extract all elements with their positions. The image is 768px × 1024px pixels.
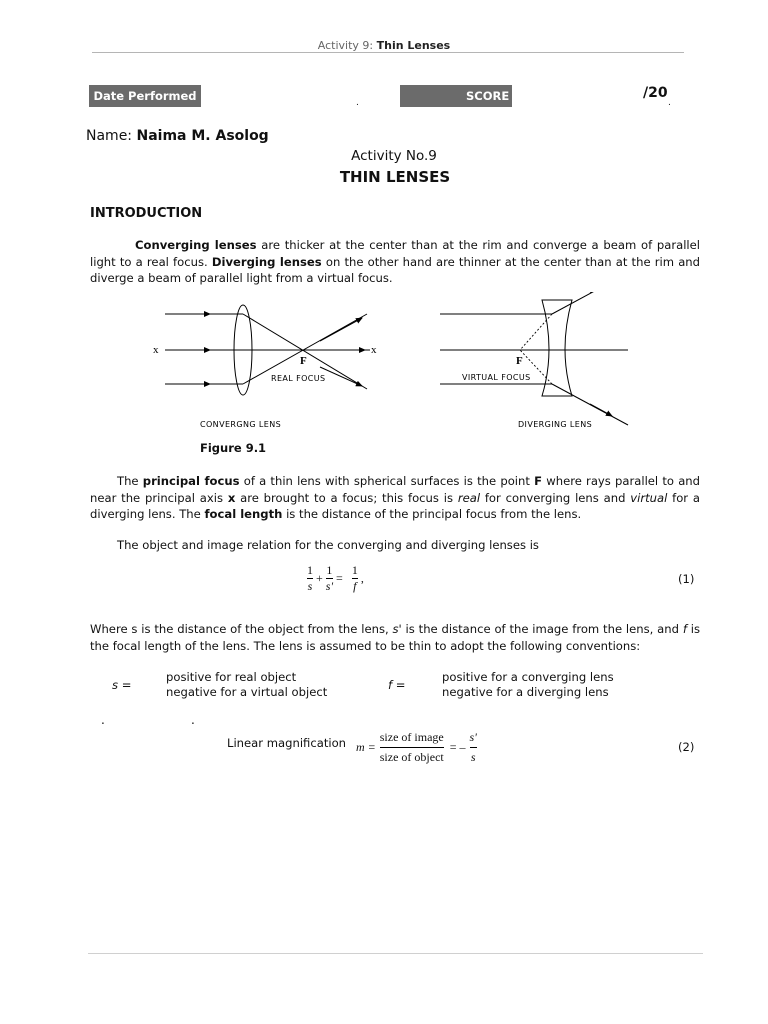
stray-dot-2: . — [191, 713, 195, 727]
name-label: Name: — [86, 128, 133, 144]
f-positive: positive for a converging lens — [442, 670, 614, 684]
symbol-x: x — [227, 490, 236, 505]
axis-x-right: x — [371, 344, 377, 356]
stray-dot-1: . — [101, 713, 105, 727]
word-real: real — [457, 490, 481, 505]
word-virtual: virtual — [630, 490, 668, 505]
s-positive: positive for real object — [166, 670, 297, 684]
s-negative: negative for a virtual object — [166, 685, 328, 699]
running-header — [0, 39, 768, 52]
real-focus-f: F — [300, 355, 307, 367]
introduction-heading: INTRODUCTION — [90, 206, 203, 221]
p2-t9: for converging lens and — [480, 490, 631, 505]
eq1-d3: f — [353, 579, 357, 593]
eq2-denominator: size of object — [379, 750, 444, 764]
eq2-numerator: size of image — [379, 730, 444, 744]
s-convention-label — [112, 678, 131, 693]
virtual-focus-f: F — [516, 355, 523, 367]
eq1-n3: 1 — [351, 563, 358, 577]
term-principal-focus: principal focus — [142, 474, 240, 488]
p2-t7: are brought to a focus; this focus is — [235, 490, 458, 505]
linear-magnification-label: Linear magnification — [227, 736, 347, 750]
symbol-f: F — [534, 474, 543, 488]
f-convention-label — [388, 678, 405, 693]
date-performed-label: Date Performed — [93, 89, 197, 103]
variables-paragraph — [90, 621, 700, 654]
term-focal-length: focal length — [204, 507, 283, 521]
figure-caption: Figure 9.1 — [200, 441, 267, 455]
real-focus-label: REAL FOCUS — [271, 374, 326, 383]
diverging-lens-diagram — [440, 292, 628, 429]
activity-title: THIN LENSES — [339, 168, 451, 186]
f-negative: negative for a diverging lens — [442, 685, 609, 699]
principal-focus-paragraph — [90, 473, 700, 523]
eq1-frac-1 — [307, 563, 313, 594]
p2-t11: for a diverging lens. The — [90, 490, 700, 521]
intro-text-1: are thicker at the center than at the rim and converge a beam of parallel light to a real focus. — [90, 238, 701, 269]
eq1-frac-2 — [326, 563, 333, 594]
eq2-m: m = — [356, 740, 376, 754]
header-rule — [92, 52, 684, 53]
footer-rule — [88, 953, 703, 954]
p2-t5: where rays parallel to and near the principal axis — [90, 474, 701, 505]
eq2-frac-main — [380, 728, 444, 767]
eq1-d2: s' — [325, 579, 334, 593]
f-label: f = — [388, 678, 406, 692]
eq1-frac-3 — [352, 563, 358, 594]
symbol-f-italic: f — [682, 622, 687, 636]
activity-number: Activity No.9 — [351, 148, 437, 164]
p4-t3: is the distance of the image from the lens, and — [401, 622, 683, 636]
score-box — [400, 85, 512, 107]
student-name — [86, 128, 269, 144]
eq1-equals: = — [336, 571, 343, 585]
converging-lens-label: CONVERGNG LENS — [200, 420, 282, 429]
f-convention-values — [442, 670, 614, 700]
eq2-equals-minus: = – — [449, 740, 466, 754]
header-prefix: Activity 9: — [317, 39, 374, 52]
date-dot: . — [356, 98, 359, 108]
eq2-frac-s — [470, 728, 477, 767]
equation-1-number: (1) — [678, 572, 695, 586]
virtual-focus-label: VIRTUAL FOCUS — [462, 373, 531, 382]
p2-t1: The — [117, 474, 143, 488]
score-total: /20 — [643, 85, 668, 101]
s-convention-values — [166, 670, 327, 700]
term-diverging: Diverging lenses — [211, 254, 322, 269]
equation-2-number: (2) — [678, 740, 695, 754]
score-label: SCORE — [466, 89, 510, 103]
symbol-s-prime: s' — [392, 622, 402, 636]
eq1-comma: , — [360, 571, 364, 585]
axis-x-left: x — [153, 344, 159, 356]
diverging-lens-label: DIVERGING LENS — [518, 420, 593, 429]
introduction-paragraph — [90, 237, 700, 287]
relation-intro: The object and image relation for the converging and diverging lenses is — [117, 538, 539, 552]
p4-t1: Where s is the distance of the object from the lens, — [90, 622, 393, 636]
equation-1 — [307, 563, 364, 594]
equation-2 — [356, 728, 477, 767]
name-value: Naima M. Asolog — [136, 128, 269, 144]
eq2-d2: s — [470, 750, 476, 764]
figure-9-1 — [140, 292, 640, 437]
eq1-d1: s — [307, 579, 313, 593]
p2-t3: of a thin lens with spherical surfaces is the point — [239, 474, 535, 488]
p4-t5: is the focal length of the lens. The lens is assumed to be thin to adopt the following conventions: — [90, 622, 700, 653]
score-dot: . — [668, 98, 671, 108]
eq1-n2: 1 — [326, 563, 333, 577]
term-converging: Converging lenses — [135, 238, 257, 252]
converging-lens-diagram — [153, 305, 377, 429]
header-title: Thin Lenses — [376, 39, 451, 52]
eq1-plus: + — [316, 571, 323, 585]
s-label: s = — [112, 678, 132, 692]
intro-text-2: on the other hand are thinner at the center than at the rim and diverge a beam of parallel light from a virtual focus. — [90, 254, 700, 285]
eq1-n1: 1 — [307, 563, 313, 577]
p2-t13: is the distance of the principal focus from the lens. — [282, 507, 582, 521]
eq2-n2: s' — [469, 730, 477, 744]
date-performed-box — [89, 85, 201, 107]
